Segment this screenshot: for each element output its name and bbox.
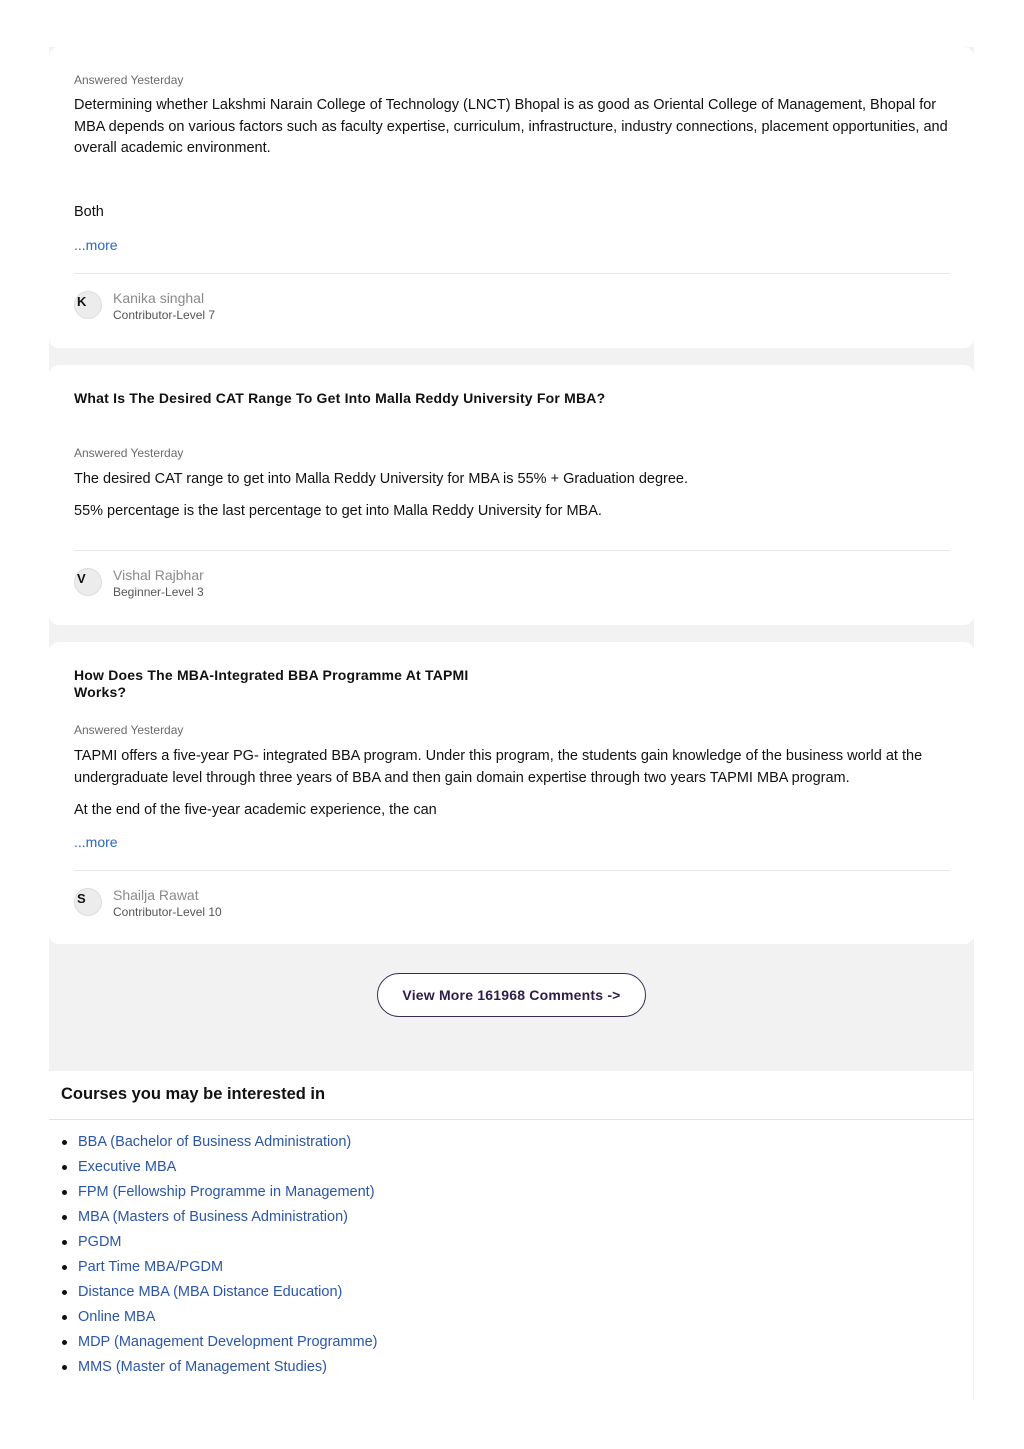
author-name[interactable]: Vishal Rajbhar (113, 567, 204, 583)
read-more-link[interactable]: ...more (74, 834, 118, 850)
answer-paragraph: Both (74, 204, 104, 220)
author-level: Beginner-Level 3 (113, 585, 204, 599)
courses-heading: Courses you may be interested in (61, 1085, 326, 1103)
author-level: Contributor-Level 10 (113, 905, 222, 919)
course-link[interactable]: PGDM (78, 1234, 122, 1250)
avatar (74, 888, 102, 916)
course-link[interactable]: BBA (Bachelor of Business Administration) (78, 1134, 352, 1150)
answer-paragraph: The desired CAT range to get into Malla Reddy University for MBA is 55% + Graduation degree. (74, 471, 689, 487)
answered-date: Answered Yesterday (74, 446, 184, 460)
bullet (62, 1140, 67, 1145)
bullet (62, 1315, 67, 1320)
answer-paragraph: TAPMI offers a five-year PG- integrated BBA program. Under this program, the students gain knowledge of the business world at the undergraduate level through three years of BBA and then gain domain expertise through two years TAPMI MBA program. (74, 748, 923, 786)
answer-card (49, 365, 974, 625)
avatar (74, 568, 102, 596)
answered-date: Answered Yesterday (74, 723, 184, 737)
answer-paragraph: At the end of the five-year academic experience, the can (74, 802, 437, 818)
author-name[interactable]: Shailja Rawat (113, 887, 199, 903)
answer-card (49, 642, 974, 944)
question-title[interactable]: How Does The MBA-Integrated BBA Programme At TAPMI Works? (74, 667, 469, 700)
answered-date: Answered Yesterday (74, 73, 184, 87)
view-more-comments-button[interactable]: View More 161968 Comments -> (377, 973, 646, 1017)
course-link[interactable]: FPM (Fellowship Programme in Management) (78, 1184, 375, 1200)
bullet (62, 1190, 67, 1195)
bullet (62, 1240, 67, 1245)
avatar-initial: V (77, 571, 86, 586)
bullet (62, 1365, 67, 1370)
course-link[interactable]: Distance MBA (MBA Distance Education) (78, 1284, 343, 1300)
avatar-initial: S (77, 891, 86, 906)
bullet (62, 1340, 67, 1345)
course-link[interactable]: Executive MBA (78, 1159, 177, 1175)
course-link[interactable]: Online MBA (78, 1309, 156, 1325)
answer-card (49, 47, 974, 348)
courses-section (49, 1071, 974, 1400)
divider (74, 550, 950, 551)
course-link[interactable]: MDP (Management Development Programme) (78, 1334, 378, 1350)
course-link[interactable]: MBA (Masters of Business Administration) (78, 1209, 348, 1225)
avatar (74, 291, 102, 319)
bullet (62, 1165, 67, 1170)
course-link[interactable]: Part Time MBA/PGDM (78, 1259, 224, 1275)
divider (49, 1119, 973, 1120)
question-title[interactable]: What Is The Desired CAT Range To Get Into Malla Reddy University For MBA? (74, 390, 606, 406)
avatar-initial: K (77, 294, 87, 309)
answer-paragraph: Determining whether Lakshmi Narain College of Technology (LNCT) Bhopal is as good as Oriental College of Management, Bhopal for MBA depends on various factors such as faculty expertise, curriculum, infrastructure, industry connections, placement opportunities, and overall academic environment. (74, 97, 948, 156)
divider (74, 273, 950, 274)
author-name[interactable]: Kanika singhal (113, 290, 205, 306)
course-link[interactable]: MMS (Master of Management Studies) (78, 1359, 328, 1375)
bullet (62, 1290, 67, 1295)
read-more-link[interactable]: ...more (74, 237, 118, 253)
bullet (62, 1215, 67, 1220)
answer-paragraph: 55% percentage is the last percentage to get into Malla Reddy University for MBA. (74, 503, 602, 519)
author-level: Contributor-Level 7 (113, 308, 216, 322)
divider (74, 870, 950, 871)
bullet (62, 1265, 67, 1270)
